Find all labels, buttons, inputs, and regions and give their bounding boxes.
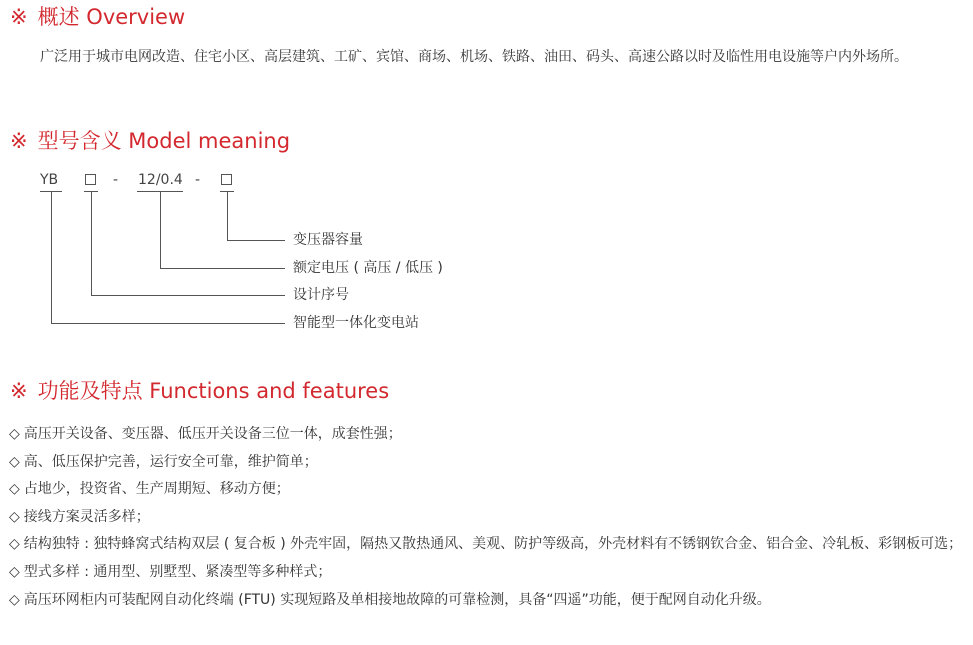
legend-substation-type: 智能型一体化变电站 bbox=[293, 315, 419, 331]
reference-mark-icon: ※ bbox=[10, 5, 28, 29]
feature-text: 结构独特 : 独特蜂窝式结构双层 ( 复合板 ) 外壳牢固，隔热又散热通风、美观、防护等级高，外壳材料有不锈钢钦合金、铝合金、冷轧板、彩钢板可选； bbox=[23, 536, 963, 553]
model-prefix: YB bbox=[40, 172, 59, 188]
overview-heading bbox=[10, 4, 185, 30]
list-item bbox=[9, 559, 967, 587]
diamond-bullet-icon: ◇ bbox=[9, 508, 20, 525]
model-dash: - bbox=[113, 172, 119, 188]
model-heading bbox=[10, 128, 290, 154]
feature-text: 高、低压保护完善，运行安全可靠，维护简单； bbox=[23, 453, 318, 470]
diamond-bullet-icon: ◇ bbox=[9, 563, 20, 580]
model-dash: - bbox=[195, 172, 201, 188]
model-placeholder-box bbox=[221, 174, 232, 185]
diamond-bullet-icon: ◇ bbox=[9, 481, 20, 498]
list-item bbox=[9, 587, 967, 615]
legend-rated-voltage: 额定电压 ( 高压 / 低压 ) bbox=[293, 260, 443, 276]
model-placeholder-box bbox=[85, 174, 96, 185]
diamond-bullet-icon: ◇ bbox=[9, 426, 20, 442]
connector-line bbox=[91, 295, 285, 296]
feature-text: 型式多样 : 通用型、别墅型、紧凑型等多种样式； bbox=[23, 563, 332, 580]
list-item bbox=[9, 476, 967, 504]
features-heading bbox=[10, 378, 389, 404]
connector-line bbox=[160, 268, 285, 269]
features-list bbox=[9, 421, 967, 614]
feature-text: 高压环网柜内可装配网自动化终端 (FTU) 实现短路及单相接地故障的可靠检测，具备“四遥”功能，便于配网自动化升级。 bbox=[23, 591, 771, 608]
diamond-bullet-icon: ◇ bbox=[9, 453, 20, 470]
reference-mark-icon: ※ bbox=[10, 129, 28, 153]
diamond-bullet-icon: ◇ bbox=[9, 591, 20, 608]
model-voltage: 12/0.4 bbox=[138, 172, 183, 188]
model-title: 型号含义 Model meaning bbox=[37, 129, 291, 153]
list-item bbox=[9, 531, 967, 559]
connector-line bbox=[227, 240, 285, 241]
connector-line bbox=[91, 191, 92, 295]
diamond-bullet-icon: ◇ bbox=[9, 536, 20, 553]
list-item bbox=[9, 504, 967, 532]
connector-line bbox=[160, 191, 161, 268]
feature-text: 占地少，投资省、生产周期短、移动方便； bbox=[23, 481, 290, 498]
connector-line bbox=[51, 191, 52, 323]
list-item bbox=[9, 421, 967, 449]
legend-capacity: 变压器容量 bbox=[293, 232, 363, 248]
reference-mark-icon: ※ bbox=[10, 379, 28, 403]
list-item bbox=[9, 449, 967, 477]
features-title: 功能及特点 Functions and features bbox=[37, 379, 390, 403]
feature-text: 接线方案灵活多样； bbox=[23, 508, 150, 525]
overview-text: 广泛用于城市电网改造、住宅小区、高层建筑、工矿、宾馆、商场、机场、铁路、油田、码头、高速公路以时及临性用电设施等户内外场所。 bbox=[40, 49, 908, 65]
connector-line bbox=[227, 191, 228, 240]
connector-line bbox=[51, 323, 285, 324]
feature-text: 高压开关设备、变压器、低压开关设备三位一体，成套性强； bbox=[23, 426, 402, 442]
overview-title: 概述 Overview bbox=[37, 5, 186, 29]
legend-design-number: 设计序号 bbox=[293, 287, 349, 303]
